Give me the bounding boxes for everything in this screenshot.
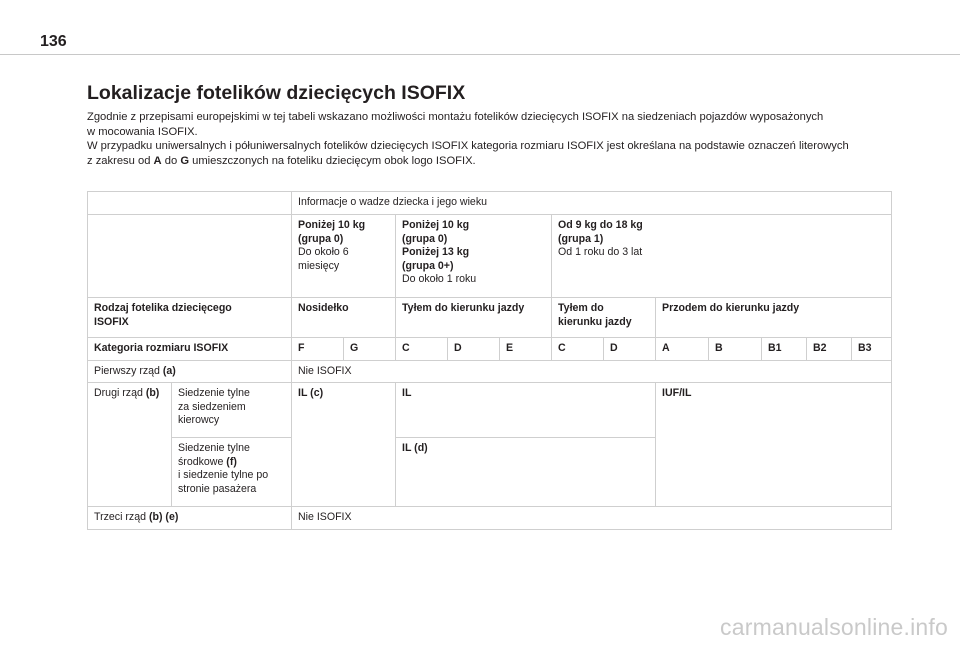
- second-row-label: [88, 383, 172, 507]
- label-text: środkowe: [178, 455, 227, 468]
- third-row-value: Nie ISOFIX: [292, 507, 892, 530]
- label-line: Tyłem do: [558, 302, 604, 314]
- group-line: (grupa 0+): [402, 259, 454, 272]
- row-code: (b): [145, 387, 160, 400]
- row-label: Trzeci rząd: [94, 511, 149, 524]
- group-line: Do około 1 roku: [402, 273, 477, 286]
- size-category-cell: B: [709, 338, 762, 361]
- intro-line: W przypadku uniwersalnych i półuniwersalnych fotelików dziecięcych ISOFIX kategoria rozmiaru ISOFIX jest określana na podstawie oznaczeń literowych: [87, 140, 849, 153]
- row-code: (f): [226, 455, 237, 468]
- third-row-label: [88, 507, 292, 530]
- second-row-driver-side: [88, 383, 892, 438]
- size-category-cell: C: [396, 338, 448, 361]
- size-category-row: [88, 338, 892, 361]
- group-cell: [552, 215, 892, 298]
- intro-text-run: do: [161, 154, 181, 167]
- page-number: 136: [40, 33, 67, 50]
- rear-seat-center-passenger: [172, 438, 292, 507]
- info-header-cell: Informacje o wadze dziecka i jego wieku: [292, 192, 892, 215]
- label-line: Siedzenie tylne: [178, 442, 250, 455]
- label-line: za siedzeniem: [178, 400, 246, 413]
- size-category-cell: F: [292, 338, 344, 361]
- seat-type-row: [88, 298, 892, 338]
- letter-g: G: [180, 154, 190, 167]
- row-label: Drugi rząd: [94, 387, 146, 400]
- size-category-cell: B2: [807, 338, 852, 361]
- value-iuf-il: IUF/IL: [656, 383, 892, 507]
- group-line: (grupa 0): [298, 232, 344, 245]
- row-code: (b) (e): [148, 511, 179, 524]
- size-category-cell: E: [500, 338, 552, 361]
- header-divider: [0, 54, 960, 55]
- group-line: (grupa 1): [558, 232, 604, 245]
- label-line: ISOFIX: [94, 315, 129, 328]
- intro-line: w mocowania ISOFIX.: [87, 125, 198, 138]
- size-category-label: Kategoria rozmiaru ISOFIX: [88, 338, 292, 361]
- size-category-cell: G: [344, 338, 396, 361]
- intro-text: [87, 110, 907, 168]
- value-il-c: IL (c): [292, 383, 396, 507]
- group-line: Do około 6: [298, 246, 349, 259]
- seat-type-forward-facing: Przodem do kierunku jazdy: [656, 298, 892, 338]
- isofix-table: [87, 191, 892, 530]
- empty-cell: [88, 192, 292, 215]
- seat-type-rear-facing: [552, 298, 656, 338]
- intro-line: Zgodnie z przepisami europejskimi w tej tabeli wskazano możliwości montażu fotelików dziecięcych ISOFIX na siedzeniach pojazdów wyposażonych: [87, 111, 824, 123]
- row-label: Pierwszy rząd: [94, 364, 163, 377]
- group-line: Poniżej 13 kg: [402, 246, 470, 259]
- intro-text-run: umieszczonych na foteliku dziecięcym obok logo ISOFIX.: [189, 154, 476, 167]
- first-row-value: Nie ISOFIX: [292, 360, 892, 383]
- value-il: IL: [396, 383, 656, 438]
- group-cell: [292, 215, 396, 298]
- group-line: Od 9 kg do 18 kg: [558, 219, 643, 231]
- page-title: Lokalizacje fotelików dziecięcych ISOFIX: [87, 82, 466, 104]
- letter-a: A: [153, 154, 162, 167]
- seat-type-carrycot: Nosidełko: [292, 298, 396, 338]
- weight-group-row: [88, 215, 892, 298]
- seat-type-rear-facing: Tyłem do kierunku jazdy: [396, 298, 552, 338]
- rear-seat-behind-driver: [172, 383, 292, 438]
- value-il-d: IL (d): [396, 438, 656, 507]
- first-row-label: [88, 360, 292, 383]
- size-category-cell: C: [552, 338, 604, 361]
- group-line: miesięcy: [298, 259, 340, 272]
- group-line: (grupa 0): [402, 232, 448, 245]
- size-category-cell: B1: [762, 338, 807, 361]
- info-header-row: [88, 192, 892, 215]
- third-row: [88, 507, 892, 530]
- row-code: (a): [162, 364, 176, 377]
- size-category-cell: A: [656, 338, 709, 361]
- group-line: Od 1 roku do 3 lat: [558, 246, 643, 259]
- first-row: [88, 360, 892, 383]
- label-line: [178, 456, 285, 470]
- empty-cell: [88, 215, 292, 298]
- label-line: kierunku jazdy: [558, 315, 632, 328]
- seat-type-label: [88, 298, 292, 338]
- label-line: stronie pasażera: [178, 482, 257, 495]
- group-cell: [396, 215, 552, 298]
- label-line: i siedzenie tylne po: [178, 469, 269, 482]
- size-category-cell: D: [448, 338, 500, 361]
- group-line: Poniżej 10 kg: [402, 219, 470, 231]
- size-category-cell: B3: [852, 338, 892, 361]
- label-line: Rodzaj fotelika dziecięcego: [94, 302, 232, 314]
- label-line: Siedzenie tylne: [178, 387, 250, 400]
- size-category-cell: D: [604, 338, 656, 361]
- watermark: carmanualsonline.info: [720, 614, 948, 640]
- label-line: kierowcy: [178, 414, 220, 427]
- group-line: Poniżej 10 kg: [298, 219, 366, 231]
- intro-text-run: z zakresu od: [87, 154, 154, 167]
- intro-line: [87, 154, 907, 169]
